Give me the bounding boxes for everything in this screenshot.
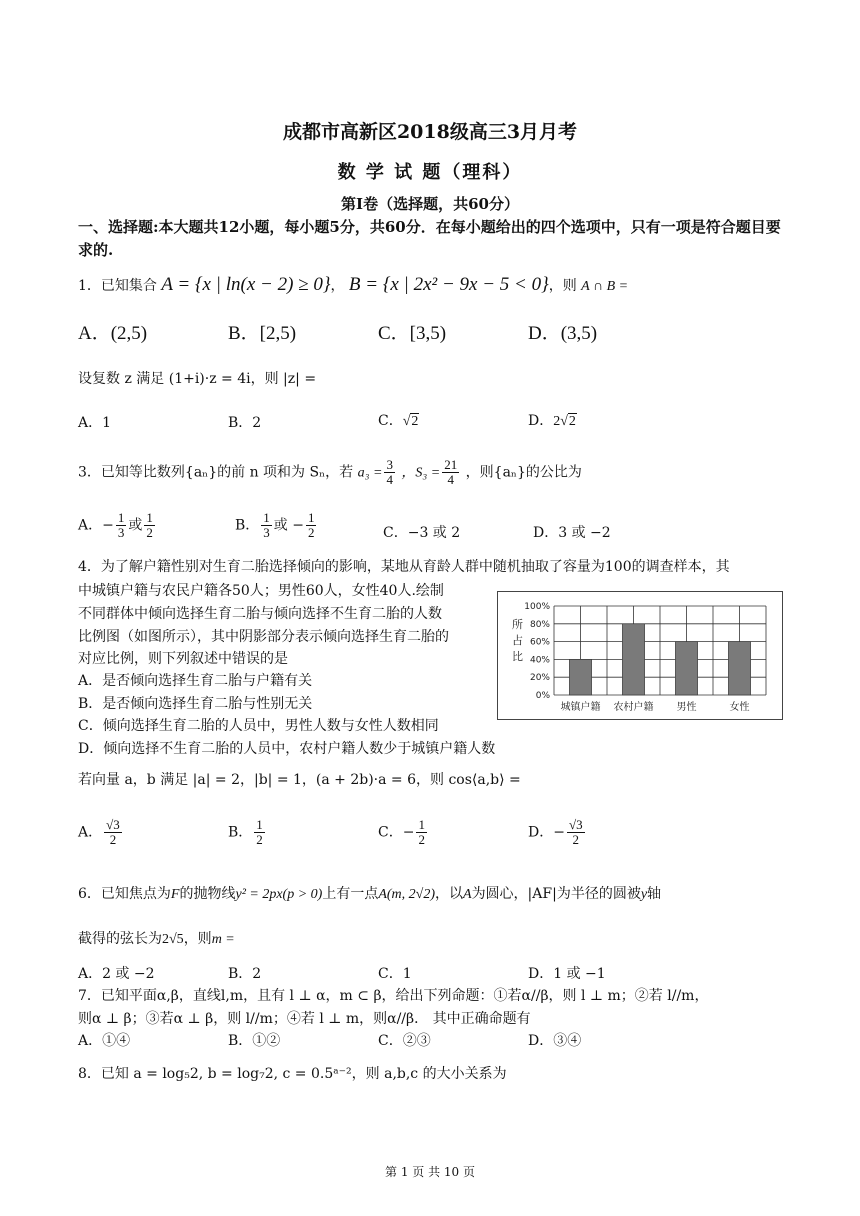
q7-option-d[interactable]: D．③④ [528, 1033, 582, 1049]
x-tick-label: 男性 [676, 702, 697, 713]
q6-option-a[interactable]: A．2 或 −2 [78, 966, 155, 982]
x-tick-label: 农村户籍 [613, 702, 654, 713]
q3-option-b[interactable]: B． $\frac{1}{3}$ 或 − $\frac{1}{2}$ [235, 510, 315, 540]
y-tick-label: 40% [529, 655, 550, 666]
question-6-line2: 截得的弦长为2√5，则m = [78, 931, 235, 947]
set-a: A = {x | ln(x − 2) ≥ 0} [161, 274, 331, 295]
set-b: B = {x | 2x² − 9x − 5 < 0} [348, 274, 549, 295]
q2-option-d[interactable]: D．2√2 [528, 413, 576, 429]
q1-option-a[interactable]: A．(2,5) [78, 323, 148, 344]
x-tick-label: 女性 [729, 702, 750, 713]
y-axis-label: 所 [512, 618, 523, 631]
question-2: 设复数 z 满足 (1+i)·z = 4i，则 |z| = [78, 371, 317, 387]
bar [675, 642, 697, 695]
q4-option-b[interactable]: B．是否倾向选择生育二胎与性别无关 [78, 696, 313, 712]
question-1: 1．已知集合 A = {x | ln(x − 2) ≥ 0}， B = {x | 2x² − 9x − 5 < 0}，则 A ∩ B = [78, 274, 629, 295]
part-heading: 第Ⅰ卷（选择题，共60分） [341, 195, 519, 213]
q3-option-c[interactable]: C．−3 或 2 [383, 525, 461, 541]
question-7-line1: 7．已知平面α,β，直线l,m，且有 l ⊥ α，m ⊂ β，给出下列命题：①若α//β，则 l ⊥ m；②若 l//m， [78, 988, 709, 1004]
question-4-line3: 不同群体中倾向选择生育二胎与倾向选择不生育二胎的人数 [78, 606, 442, 622]
q2-option-c[interactable]: C．√2 [378, 413, 419, 429]
q3-option-d[interactable]: D．3 或 −2 [533, 525, 611, 541]
q4-option-c[interactable]: C．倾向选择生育二胎的人员中，男性人数与女性人数相同 [78, 718, 439, 734]
q5-option-d[interactable]: D．− $\frac{√3}{2}$ [528, 817, 583, 847]
x-tick-label: 城镇户籍 [560, 702, 601, 713]
question-4-line2: 中城镇户籍与农民户籍各50人；男性60人，女性40人.绘制 [78, 583, 444, 599]
intersection-expr: A ∩ B = [581, 279, 629, 294]
q5-option-b[interactable]: B． $\frac{1}{2}$ [228, 817, 263, 847]
exam-title: 成都市高新区2018级高三3月月考 [282, 121, 578, 143]
q5-option-a[interactable]: A． $\frac{√3}{2}$ [78, 817, 120, 847]
y-tick-label: 0% [535, 691, 550, 701]
y-tick-label: 100% [524, 602, 550, 612]
question-4-line4: 比例图（如图所示），其中阴影部分表示倾向选择生育二胎的 [78, 629, 449, 645]
question-8: 8．已知 a = log₅2, b = log₇2, c = 0.5ᵃ⁻²，则 a,b,c 的大小关系为 [78, 1066, 507, 1082]
q7-option-c[interactable]: C．②③ [378, 1033, 431, 1049]
q1-option-c[interactable]: C．[3,5) [378, 323, 447, 344]
question-4-line5: 对应比例，则下列叙述中错误的是 [78, 651, 288, 667]
q2-option-a[interactable]: A．1 [78, 415, 112, 431]
y-tick-label: 80% [529, 619, 550, 630]
question-4-line1: 4．为了解户籍性别对生育二胎选择倾向的影响，某地从育龄人群中随机抽取了容量为100的调查样本，其 [78, 559, 730, 575]
question-7-line2: 则α ⊥ β；③若α ⊥ β，则 l//m；④若 l ⊥ m，则α//β． 其中正确命题有 [78, 1011, 531, 1027]
q5-option-c[interactable]: C．− $\frac{1}{2}$ [378, 817, 425, 847]
bar [569, 659, 591, 695]
y-tick-label: 60% [529, 637, 550, 648]
y-axis-label: 比 [512, 650, 523, 663]
q7-option-a[interactable]: A．①④ [78, 1033, 131, 1049]
q6-option-b[interactable]: B．2 [228, 966, 262, 982]
q4-option-d[interactable]: D．倾向选择不生育二胎的人员中，农村户籍人数少于城镇户籍人数 [78, 741, 496, 757]
y-tick-label: 20% [529, 673, 550, 684]
q6-option-d[interactable]: D．1 或 −1 [528, 966, 606, 982]
q2-option-b[interactable]: B．2 [228, 415, 262, 431]
q3-option-a[interactable]: A．− $\frac{1}{3}$ 或 $\frac{1}{2}$ [78, 510, 153, 540]
q1-option-d[interactable]: D．(3,5) [528, 323, 598, 344]
bar [622, 624, 644, 695]
bar-chart [497, 591, 783, 720]
bar [728, 642, 750, 695]
question-6-line1: 6．已知焦点为F的抛物线y² = 2px(p > 0)上有一点A(m, 2√2)，以A为圆心，|AF|为半径的圆被y轴 [78, 886, 662, 902]
question-3: 3．已知等比数列{aₙ}的前 n 项和为 Sₙ，若 a₃ = $\frac{3}{4}$ ，S₃ = $\frac{21}{4}$ ，则{aₙ}的公比为 [78, 457, 582, 487]
q4-option-a[interactable]: A．是否倾向选择生育二胎与户籍有关 [78, 673, 313, 689]
question-5: 若向量 a，b 满足 |a| = 2，|b| = 1，(a + 2b)·a = 6，则 cos⟨a,b⟩ = [78, 772, 521, 788]
bar-chart-svg [498, 592, 782, 719]
exam-subtitle: 数 学 试 题（理科） [337, 162, 523, 183]
q7-option-b[interactable]: B．①② [228, 1033, 281, 1049]
page-footer: 第 1 页 共 10 页 [385, 1165, 475, 1179]
q1-option-b[interactable]: B．[2,5) [228, 323, 297, 344]
q6-option-c[interactable]: C．1 [378, 966, 412, 982]
y-axis-label: 占 [512, 634, 523, 647]
section-heading: 一、选择题:本大题共12小题，每小题5分，共60分．在每小题给出的四个选项中，只有一项是符合题目要求的. [78, 218, 781, 259]
